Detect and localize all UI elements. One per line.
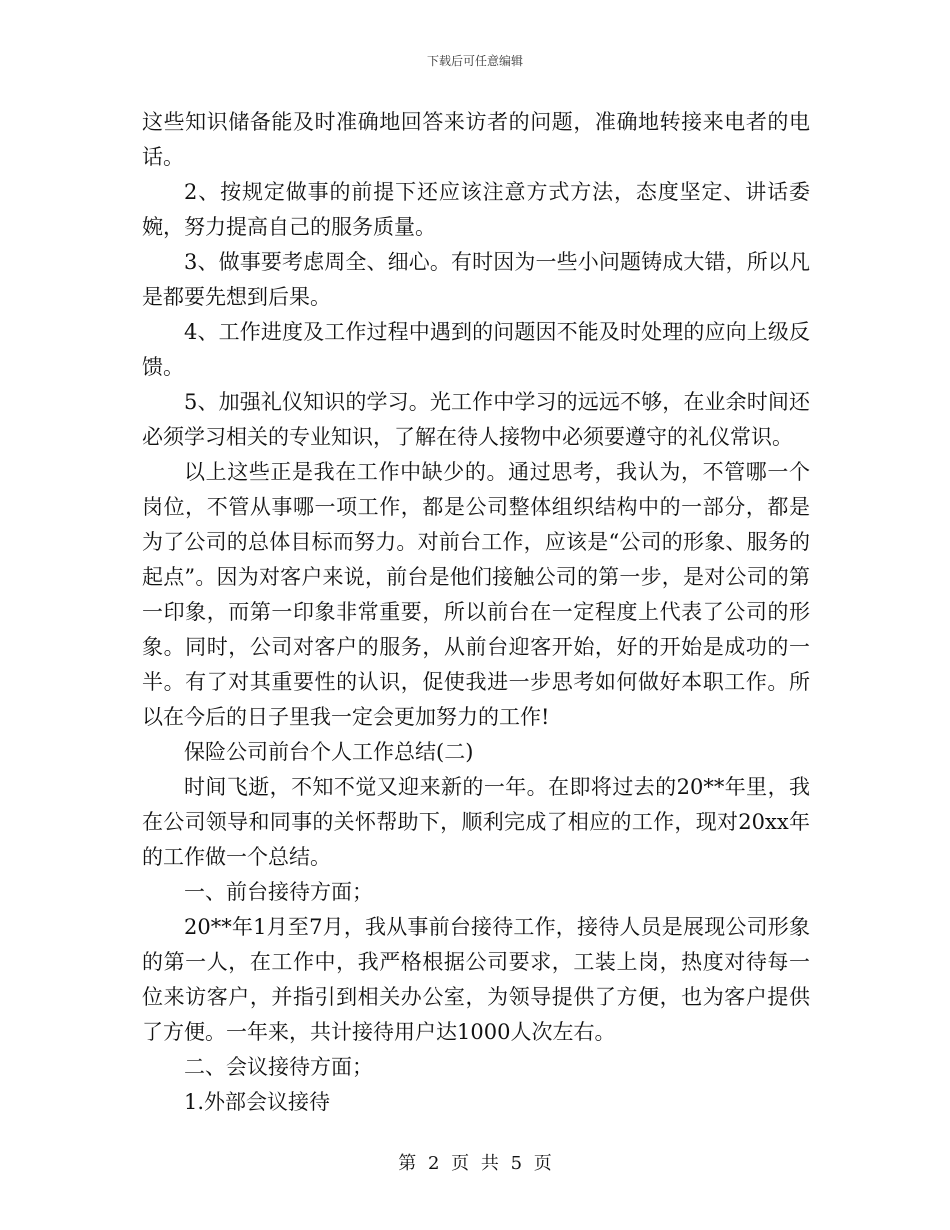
paragraph-3: 3、做事要考虑周全、细心。有时因为一些小问题铸成大错，所以凡是都要先想到后果。 — [142, 250, 810, 309]
page-footer: 第 2 页 共 5 页 — [398, 1153, 552, 1174]
subheading-reception: 一、前台接待方面； — [184, 880, 373, 904]
paragraph-5: 5、加强礼仪知识的学习。光工作中学习的远远不够，在业余时间还必须学习相关的专业知识，了解在待人接物中必须要遵守的礼仪常识。 — [142, 390, 810, 449]
paragraph-10: 20**年1月至7月，我从事前台接待工作，接待人员是展现公司形象的第一人，在工作中，我严格根据公司要求，工装上岗，热度对待每一位来访客户，并指引到相关办公室，为领导提供了方便，也为客户提供了方便。一年来，共计接待用户达1000人次左右。 — [142, 915, 810, 1044]
paragraph-6: 以上这些正是我在工作中缺少的。通过思考，我认为，不管哪一个岗位，不管从事哪一项工作，都是公司整体组织结构中的一部分，都是为了公司的总体目标而努力。对前台工作，应该是“公司的形象、服务的起点”。因为对客户来说，前台是他们接触公司的第一步，是对公司的第一印象，而第一印象非常重要，所以前台在一定程度上代表了公司的形象。同时，公司对客户的服务，从前台迎客开始，好的开始是成功的一半。有了对其重要性的认识，促使我进一步思考如何做好本职工作。所以在今后的日子里我一定会更加努力的工作! — [142, 460, 810, 729]
paragraph-1: 这些知识储备能及时准确地回答来访者的问题，准确地转接来电者的电话。 — [142, 110, 810, 169]
paragraph-8: 时间飞逝，不知不觉又迎来新的一年。在即将过去的20**年里，我在公司领导和同事的关怀帮助下，顺利完成了相应的工作，现对20xx年的工作做一个总结。 — [142, 775, 810, 869]
document-body — [142, 105, 810, 1120]
paragraph-2: 2、按规定做事的前提下还应该注意方式方法，态度坚定、讲话委婉，努力提高自己的服务质量。 — [142, 180, 810, 239]
paragraph-4: 4、工作进度及工作过程中遇到的问题因不能及时处理的应向上级反馈。 — [142, 320, 810, 379]
subheading-meeting: 二、会议接待方面； — [184, 1055, 373, 1079]
subheading-external-meeting: 1.外部会议接待 — [184, 1090, 331, 1114]
page-header: 下载后可任意编辑 — [426, 54, 523, 68]
section-title: 保险公司前台个人工作总结(二) — [184, 740, 474, 764]
